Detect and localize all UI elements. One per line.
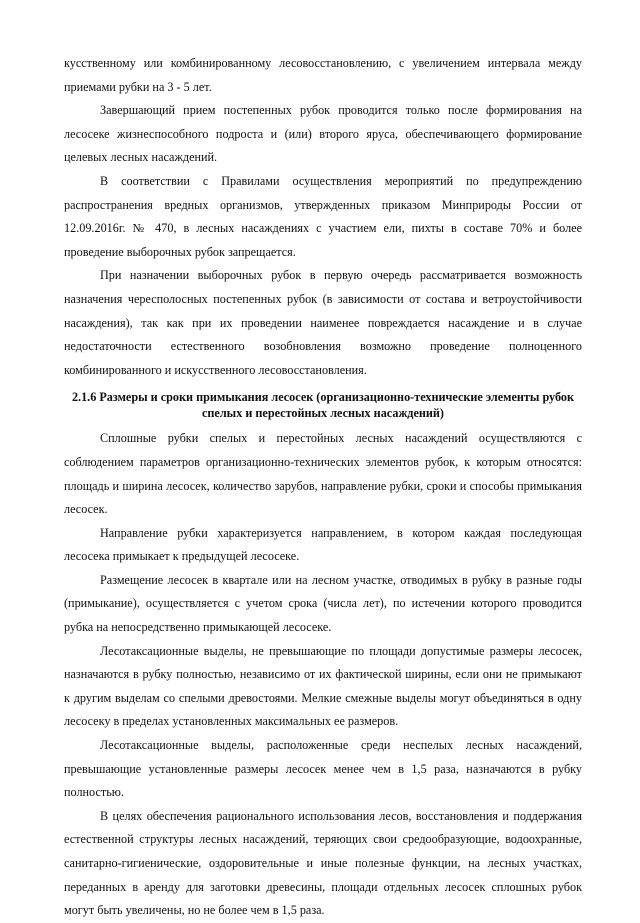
paragraph: В целях обеспечения рационального использования лесов, восстановления и поддержания естественной структуры лесных насаждений, теряющих свои средообразующие, водоохранные, санитарно-гигиенические, оздоровительные и иные полезные функции, на лесных участках, переданных в аренду для заготовки древесины, площади отдельных лесосек сплошных рубок могут быть увеличены, но не более чем в 1,5 раза.	[64, 808, 582, 918]
section-heading: 2.1.6 Размеры и сроки примыкания лесосек (организационно-технические элементы рубок спелых и перестойных лесных насаждений)	[71, 390, 575, 420]
paragraph: Лесотаксационные выделы, не превышающие по площади допустимые размеры лесосек, назначаются в рубку полностью, независимо от их фактической ширины, если они не примыкают к другим выделам со спелыми древостоями. Мелкие смежные выделы могут объединяться в одну лесосеку в пределах установленных максимальных ее размеров.	[64, 643, 582, 729]
paragraph: Направление рубки характеризуется направлением, в котором каждая последующая лесосека примыкает к предыдущей лесосеке.	[64, 525, 582, 564]
paragraph: Завершающий прием постепенных рубок проводится только после формирования на лесосеке жизнеспособного подроста и (или) второго яруса, обеспечивающего формирование целевых лесных насаждений.	[64, 103, 582, 165]
paragraph: кусственному или комбинированному лесовосстановлению, с увеличением интервала между приемами рубки на 3 - 5 лет.	[64, 56, 582, 94]
document-body	[64, 52, 582, 923]
paragraph: Размещение лесосек в квартале или на лесном участке, отводимых в рубку в разные годы (примыкание), осуществляется с учетом срока (числа лет), по истечении которого проводится рубка на непосредственно примыкающей лесосеке.	[64, 572, 582, 635]
paragraph: В соответствии с Правилами осуществления мероприятий по предупреждению распространения вредных организмов, утвержденных приказом Минприроды России от 12.09.2016г. № 470, в лесных насаждениях с участием ели, пихты в составе 70% и более проведение выборочных рубок запрещается.	[64, 173, 582, 259]
paragraph: Сплошные рубки спелых и перестойных лесных насаждений осуществляются с соблюдением параметров организационно-технических элементов рубок, к которым относятся: площадь и ширина лесосек, количество зарубов, направление рубки, сроки и способы примыкания лесосек.	[64, 431, 582, 517]
paragraph: При назначении выборочных рубок в первую очередь рассматривается возможность назначения чересполосных постепенных рубок (в зависимости от состава и ветроустойчивости насаждения), так как при их проведении наименее повреждается насаждение и в случае недостаточности естественного возобновления возможно проведение полноценного комбинированного и искусственного лесовосстановления.	[64, 268, 582, 377]
paragraph: Лесотаксационные выделы, расположенные среди неспелых лесных насаждений, превышающие установленные размеры лесосек менее чем в 1,5 раза, назначаются в рубку полностью.	[64, 738, 582, 800]
